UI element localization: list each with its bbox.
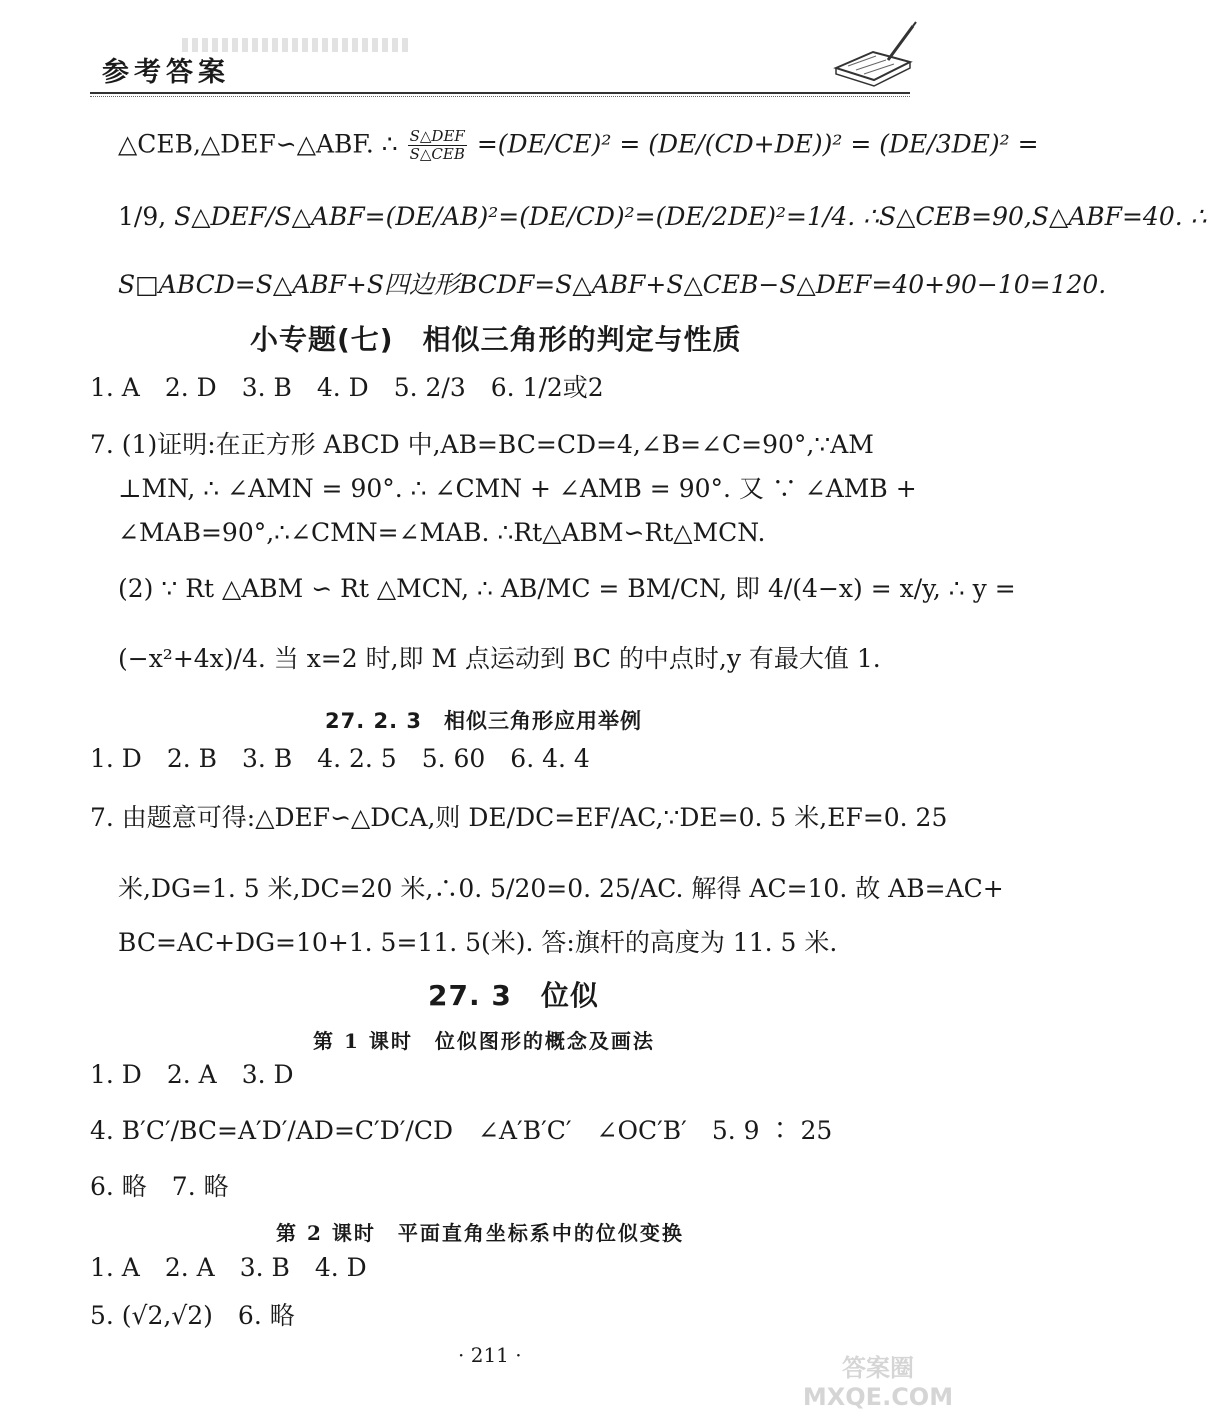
s273-heading: 27. 3 位似 (428, 979, 599, 1012)
topic7-q7-line-3: ∠MAB=90°,∴∠CMN=∠MAB. ∴Rt△ABM∽Rt△MCN. (118, 518, 766, 547)
fraction: $\frac{\text{S△DEF}}{\text{S△CEB}}$ (409, 127, 465, 164)
s2723-answers: 1. D 2. B 3. B 4. 2. 5 5. 60 6. 4. 4 (90, 744, 590, 773)
prev-text-2b: S△DEF/S△ABF=(DE/AB)²=(DE/CD)²=(DE/2DE)²=1/4. ∴S△CEB=90,S△ABF=40. ∴ (174, 202, 1207, 231)
prev-text-1: △CEB,△DEF∽△ABF. ∴ (118, 129, 398, 159)
s273-lesson1-q6: 6. 略 7. 略 (90, 1172, 229, 1201)
s273-lesson1-q4: 4. B′C′/BC=A′D′/AD=C′D′/CD ∠A′B′C′ ∠OC′B′ 5. 9 ∶ 25 (90, 1116, 833, 1145)
topic7-answers: 1. A 2. D 3. B 4. D 5. 2/3 6. 1/2或2 (90, 373, 604, 402)
prev-text-2a: 1/9, (118, 202, 167, 231)
watermark: 答案圈 MXQE.COM (802, 1354, 954, 1411)
s273-lesson1-answers: 1. D 2. A 3. D (90, 1060, 294, 1089)
topic7-q7-line-5: (−x²+4x)/4. 当 x=2 时,即 M 点运动到 BC 的中点时,y 有最大值 1. (118, 644, 881, 673)
s2723-heading: 27. 2. 3 相似三角形应用举例 (325, 709, 643, 733)
prev-line-1 (118, 128, 1039, 164)
s273-lesson2-q5: 5. (√2,√2) 6. 略 (90, 1301, 295, 1330)
topic7-q7-line-2: ⊥MN, ∴ ∠AMN = 90°. ∴ ∠CMN + ∠AMB = 90°. 又 ∵ ∠AMB + (118, 474, 917, 503)
header-rule (90, 92, 910, 94)
page-number: · 211 · (458, 1343, 522, 1367)
header-title: 参考答案 (102, 57, 230, 88)
topic7-q7-line-1: 7. (1)证明:在正方形 ABCD 中,AB=BC=CD=4,∠B=∠C=90°,∵AM (90, 430, 874, 459)
header-rule-dotted (90, 96, 910, 97)
s273-lesson2-heading: 第 2 课时 平面直角坐标系中的位似变换 (276, 1221, 684, 1245)
prev-line-2 (118, 204, 1207, 229)
s2723-q7-line-2: 米,DG=1. 5 米,DC=20 米,∴0. 5/20=0. 25/AC. 解得 AC=10. 故 AB=AC+ (118, 874, 1004, 903)
s273-lesson1-heading: 第 1 课时 位似图形的概念及画法 (313, 1029, 655, 1053)
prev-text-3: S□ABCD=S△ABF+S四边形BCDF=S△ABF+S△CEB−S△DEF=40+90−10=120. (118, 270, 1107, 299)
topic7-q7-line-4: (2) ∵ Rt △ABM ∽ Rt △MCN, ∴ AB/MC = BM/CN, 即 4/(4−x) = x/y, ∴ y = (118, 574, 1016, 603)
prev-line-3 (118, 272, 1106, 297)
s2723-q7-line-3: BC=AC+DG=10+1. 5=11. 5(米). 答:旗杆的高度为 11. 5 米. (118, 928, 838, 957)
prev-text-1b: =(DE/CE)² = (DE/(CD+DE))² = (DE/3DE)² = (476, 129, 1039, 159)
book-pencil-icon (828, 20, 918, 90)
s273-lesson2-answers: 1. A 2. A 3. B 4. D (90, 1253, 367, 1282)
topic7-heading: 小专题(七) 相似三角形的判定与性质 (250, 323, 742, 356)
s2723-q7-line-1: 7. 由题意可得:△DEF∽△DCA,则 DE/DC=EF/AC,∵DE=0. 5 米,EF=0. 25 (90, 803, 948, 832)
